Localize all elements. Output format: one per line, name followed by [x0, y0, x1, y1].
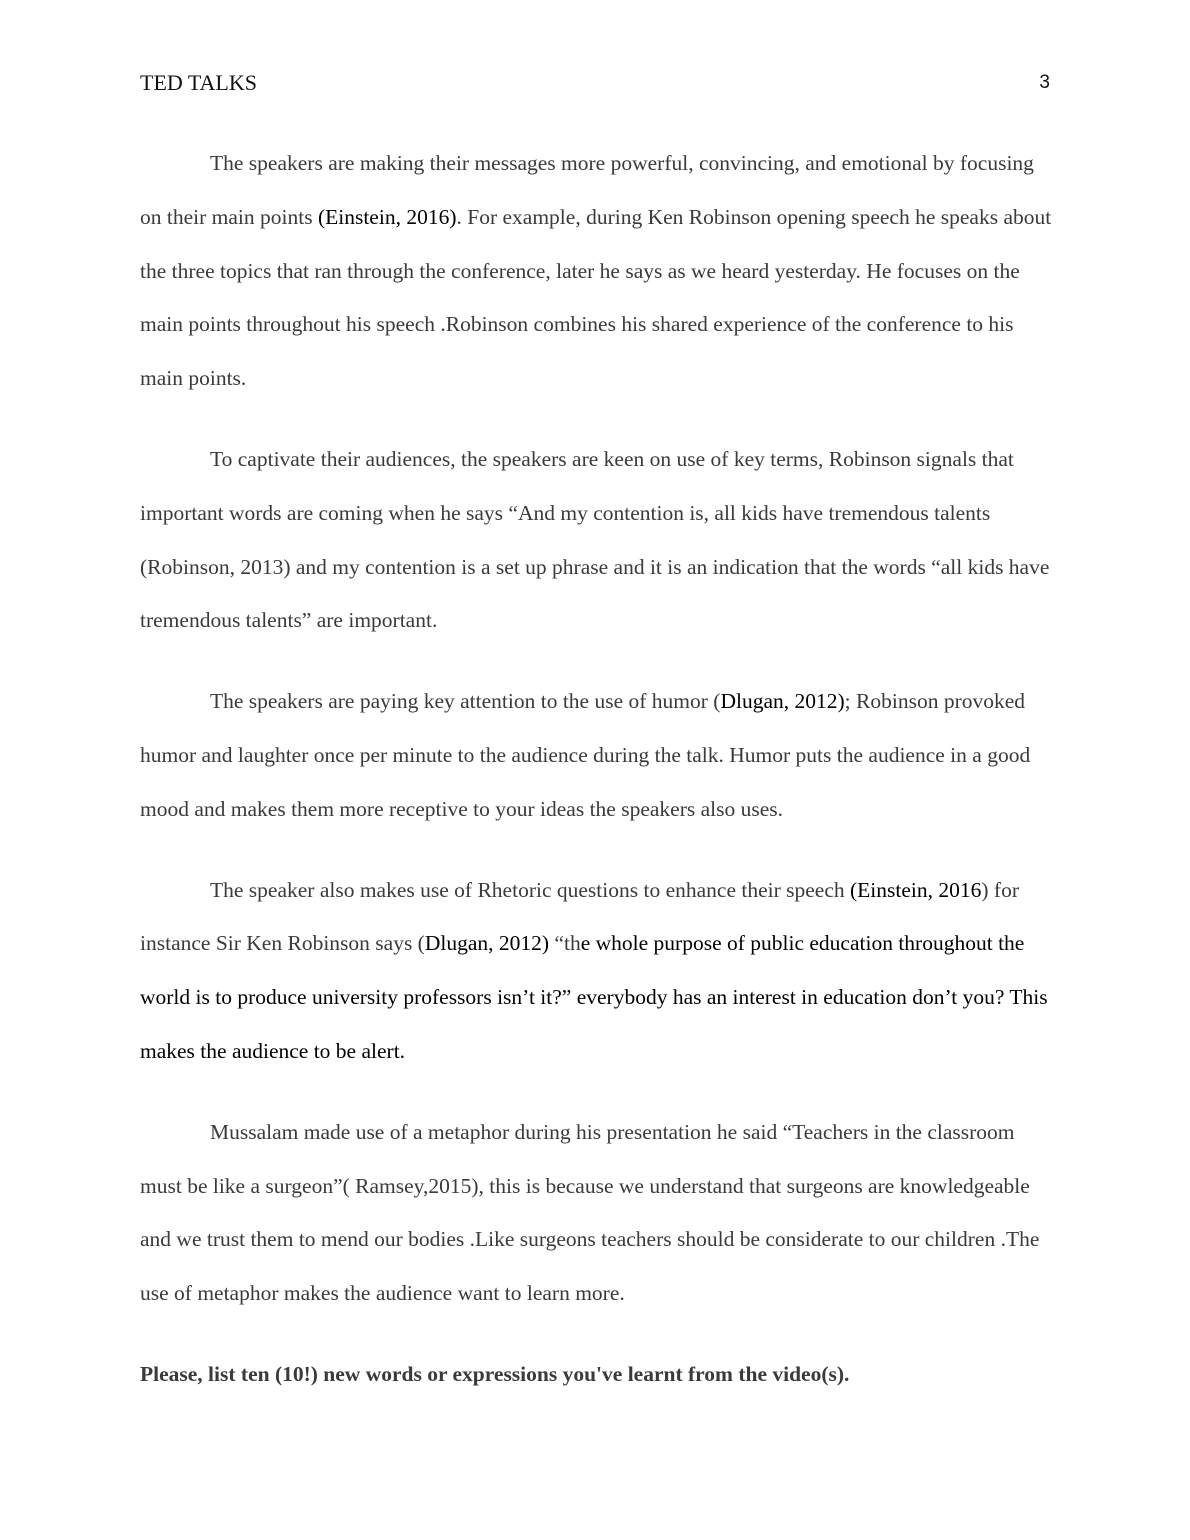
paragraph-humor — [140, 675, 1055, 836]
citation: (Einstein, 2016 — [850, 877, 982, 902]
paragraph-metaphor — [140, 1106, 1055, 1321]
document-body — [140, 137, 1055, 1402]
paragraph-text: The speakers are making their messages more powerful, convincing, and emotional by focusing on their main points — [140, 151, 1034, 229]
paragraph-text: To captivate their audiences, the speakers are keen on use of key terms, Robinson signals that important words are coming when he says “And my contention is, all kids have tremendous talents (Robinson, 2013) and my contention is a set up phrase and it is an indication that the words “all kids have tremendous talents” are important. — [140, 446, 1050, 633]
paragraph-text-dark: e whole purpose of public education throughout the world is to produce university professors isn’t it?” everybody has an interest in education don’t you? This makes the audience to be alert. — [140, 931, 1048, 1063]
paragraph-text: Mussalam made use of a metaphor during his presentation he said “Teachers in the classroom must be like a surgeon”( Ramsey,2015), this is because we understand that surgeons are knowledgeable and we trust them to mend our bodies .Like surgeons teachers should be considerate to our children .The use of metaphor makes the audience want to learn more. — [140, 1119, 1040, 1306]
running-header-title: TED TALKS — [140, 70, 257, 95]
citation: Dlugan, 2012) — [720, 689, 845, 714]
paragraph-main-points — [140, 137, 1055, 406]
assignment-prompt: Please, list ten (10!) new words or expressions you've learnt from the video(s). — [140, 1361, 850, 1386]
paragraph-text: ; Robinson provoked humor and laughter once per minute to the audience during the talk. Humor puts the audience in a good mood and makes them more receptive to your ideas the speakers also uses. — [140, 689, 1031, 821]
citation: (Einstein, 2016) — [317, 204, 457, 229]
page-number: 3 — [1039, 72, 1050, 93]
paragraph-text: The speakers are paying key attention to the use of humor ( — [210, 689, 721, 714]
paragraph-text: “th — [549, 931, 581, 956]
paragraph-key-terms — [140, 433, 1055, 648]
paragraph-text: ) for instance Sir Ken Robinson says ( — [140, 877, 1019, 956]
citation: Dlugan, 2012) — [424, 931, 550, 956]
paragraph-text: The speaker also makes use of Rhetoric questions to enhance their speech — [210, 877, 851, 902]
paragraph-text: . For example, during Ken Robinson opening speech he speaks about the three topics that ran through the conference, later he says as we heard yesterday. He focuses on the main points throughout his speech .Robinson combines his shared experience of the conference to his main points. — [140, 204, 1052, 391]
paragraph-rhetoric-questions — [140, 864, 1055, 1079]
